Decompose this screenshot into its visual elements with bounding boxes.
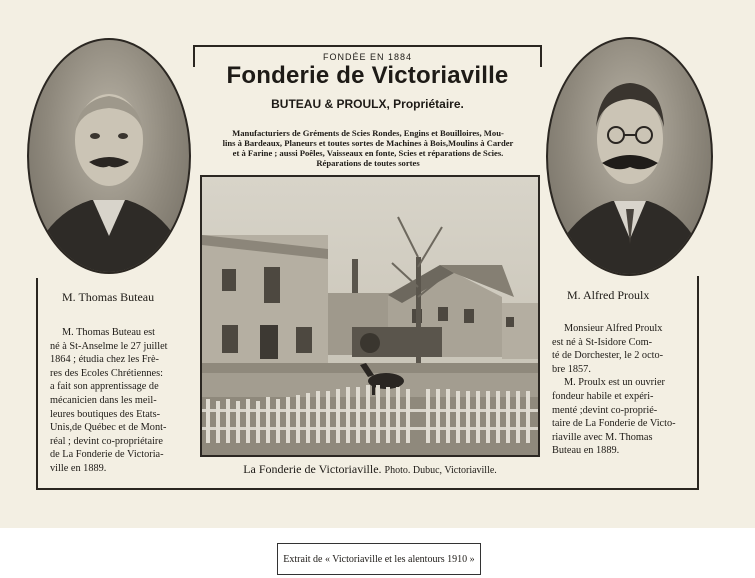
bio-line: taire de La Fonderie de Victo- (552, 418, 676, 430)
bio-line: riaville avec M. Thomas (552, 431, 653, 443)
founded-label: FONDÉE EN 1884 (322, 52, 413, 62)
name-thomas-buteau: M. Thomas Buteau (62, 290, 155, 304)
bio-line: 1864 ; étudia chez les Frè- (50, 354, 159, 366)
foundry-photograph (200, 175, 540, 457)
header-rule-top (193, 45, 542, 47)
description-line: lins à Bardeaux, Planeurs et toutes sortes de Machines à Bois,Moulins à Carder (222, 138, 514, 148)
bio-line: res des Ecoles Chrétiennes: (50, 367, 163, 379)
services-description (198, 128, 538, 168)
bio-line: Unis,de Québec et de Mont- (50, 422, 167, 434)
owners-line: BUTEAU & PROULX, Propriétaire. (271, 97, 464, 111)
bio-thomas-buteau (50, 326, 188, 476)
portrait-thomas-buteau (27, 38, 191, 274)
bio-line: té de Dorchester, le 2 octo- (552, 350, 664, 362)
description-line: et à Farine ; aussi Poêles, Vaisseaux en fonte, Scies et réparations de Scies. (232, 148, 504, 158)
caption-credit: Photo. Dubuc, Victoriaville. (384, 465, 497, 476)
page-title: Fonderie de Victoriaville (226, 62, 509, 89)
bio-line: est né à St-Isidore Com- (552, 336, 653, 348)
description-line: Manufacturiers de Gréments de Scies Rondes, Engins et Bouilloires, Mou- (232, 128, 504, 138)
bio-line: fondeur habile et expéri- (552, 390, 654, 402)
source-credit-box: Extrait de « Victoriaville et les alentours 1910 » (277, 543, 481, 575)
name-alfred-proulx: M. Alfred Proulx (567, 288, 650, 302)
bio-line: menté ;devint co-proprié- (552, 404, 658, 416)
bio-line: réal ; devint co-propriétaire (50, 435, 163, 447)
caption-title: La Fonderie de Victoriaville. (243, 462, 382, 476)
bio-line: de La Fonderie de Victoria- (50, 449, 164, 461)
frame-right-vertical (697, 276, 699, 490)
portrait-alfred-proulx (546, 37, 713, 276)
frame-bottom-rule (36, 488, 699, 490)
bio-line: Buteau en 1889. (552, 445, 620, 457)
bio-line: bre 1857. (552, 363, 591, 375)
bio-line: mécanicien dans les meil- (50, 394, 157, 406)
bio-line: ville en 1889. (50, 462, 107, 474)
bio-line: M. Thomas Buteau est (62, 327, 156, 338)
header-rule-right (540, 45, 542, 67)
bio-line: leures boutiques des Etats- (50, 408, 161, 420)
bio-line: a fait son apprentissage de (50, 381, 159, 393)
bio-line: Monsieur Alfred Proulx (564, 323, 663, 334)
bio-line: M. Proulx est un ouvrier (564, 377, 665, 389)
photo-caption (205, 462, 535, 477)
bio-line: né à St-Anselme le 27 juillet (50, 340, 168, 352)
frame-left-vertical (36, 278, 38, 490)
description-line: Réparations de toutes sortes (316, 158, 420, 168)
bio-alfred-proulx (552, 322, 692, 458)
